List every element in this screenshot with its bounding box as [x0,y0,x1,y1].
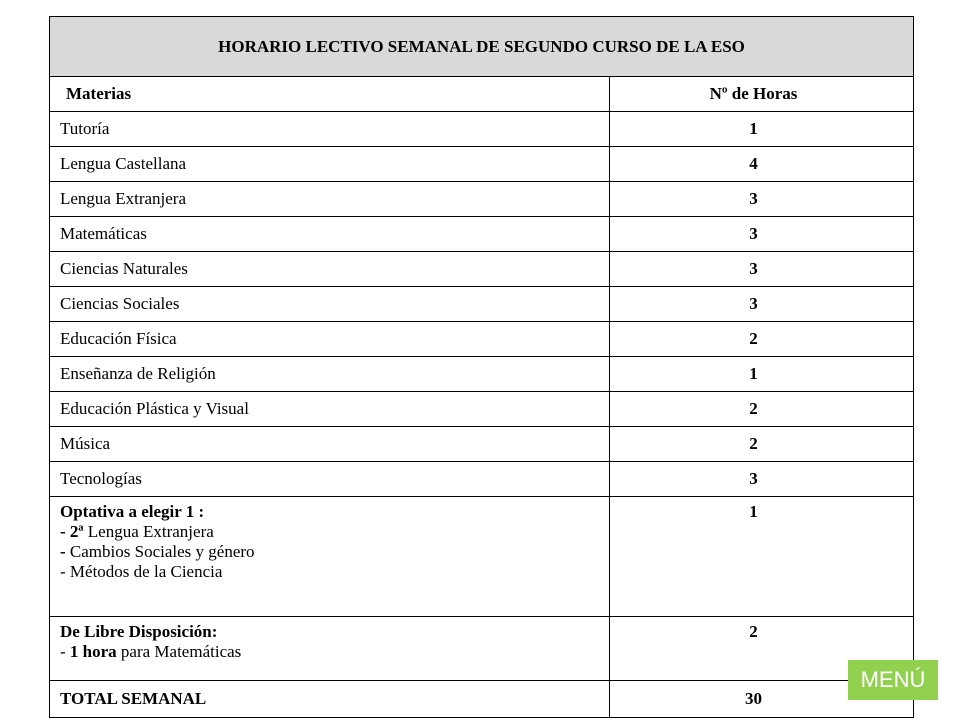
optativa-row [50,497,914,617]
hours-cell: 2 [610,322,914,357]
schedule-table [49,16,914,718]
schedule-body [50,17,914,718]
hours-cell: 3 [610,462,914,497]
total-row [50,681,914,718]
hours-cell: 1 [610,357,914,392]
optativa-hours-cell: 1 [610,497,914,617]
table-row [50,322,914,357]
optativa-heading: Optativa a elegir 1 : [60,502,205,521]
subject-cell: Ciencias Naturales [50,252,610,287]
table-row [50,462,914,497]
libre-cell [50,617,610,681]
table-row [50,182,914,217]
hours-column-header: Nº de Horas [610,77,914,112]
subject-cell: Lengua Castellana [50,147,610,182]
optativa-option [60,522,609,542]
libre-hours-cell: 2 [610,617,914,681]
subject-cell: Enseñanza de Religión [50,357,610,392]
hours-cell: 2 [610,392,914,427]
hours-cell: 3 [610,287,914,322]
table-row [50,217,914,252]
subject-cell: Tutoría [50,112,610,147]
option-text: Lengua Extranjera [83,522,214,541]
libre-text: para Matemáticas [116,642,242,661]
optativa-option [60,562,609,582]
total-label: TOTAL SEMANAL [50,681,610,718]
hours-cell: 3 [610,252,914,287]
libre-bold-text: 1 hora [69,642,117,661]
hours-cell: 1 [610,112,914,147]
subject-cell: Música [50,427,610,462]
subject-cell: Educación Plástica y Visual [50,392,610,427]
table-title: HORARIO LECTIVO SEMANAL DE SEGUNDO CURSO DE LA ESO [50,17,914,77]
table-row [50,427,914,462]
subject-cell: Ciencias Sociales [50,287,610,322]
option-prefix: - 2ª [60,522,84,541]
libre-heading: De Libre Disposición: [60,622,218,641]
table-row [50,112,914,147]
optativa-option [60,542,609,562]
table-row [50,357,914,392]
menu-button[interactable]: MENÚ [848,660,938,700]
libre-detail [60,642,609,662]
subject-column-header: Materias [50,77,610,112]
hours-cell: 2 [610,427,914,462]
subject-cell: Lengua Extranjera [50,182,610,217]
optativa-cell [50,497,610,617]
hours-cell: 4 [610,147,914,182]
header-row [50,77,914,112]
subject-cell: Matemáticas [50,217,610,252]
total-hours: 30 [610,681,914,718]
option-prefix: - [60,542,66,561]
subject-cell: Educación Física [50,322,610,357]
option-text: Métodos de la Ciencia [65,562,223,581]
table-row [50,392,914,427]
table-row [50,287,914,322]
libre-row [50,617,914,681]
table-row [50,252,914,287]
subject-cell: Tecnologías [50,462,610,497]
hours-cell: 3 [610,217,914,252]
title-row [50,17,914,77]
hours-cell: 3 [610,182,914,217]
table-row [50,147,914,182]
option-prefix: - [60,562,66,581]
libre-prefix: - [60,642,70,661]
option-text: Cambios Sociales y género [65,542,255,561]
